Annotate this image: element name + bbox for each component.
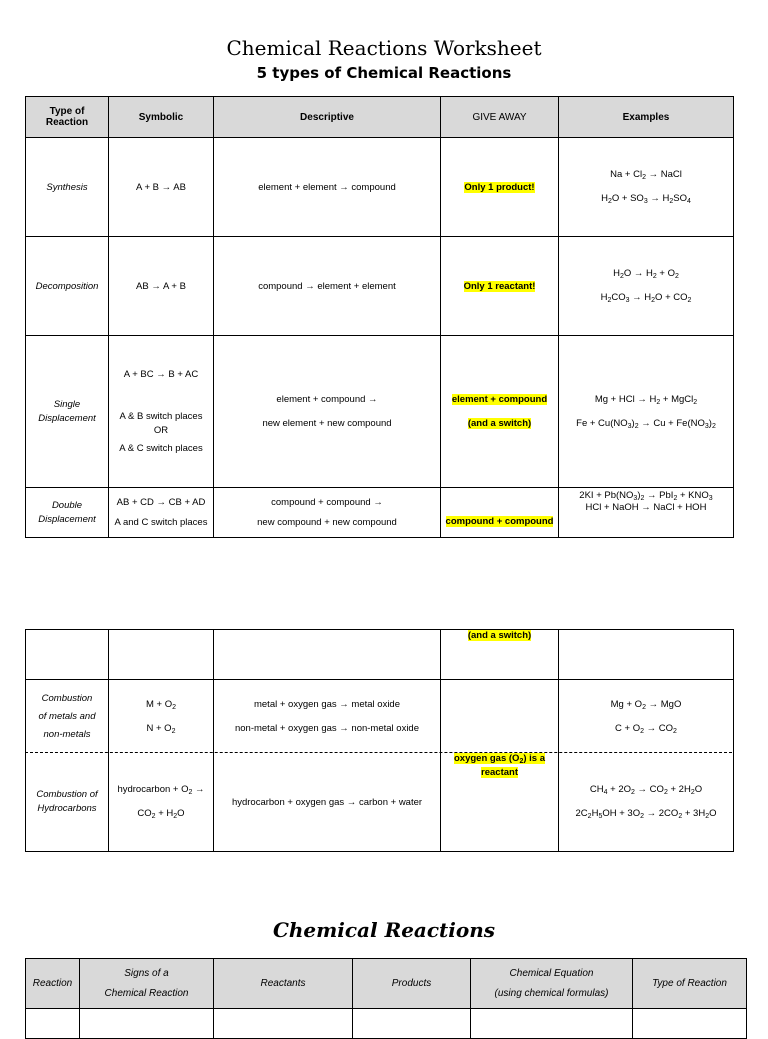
- descriptive-single: [214, 336, 441, 488]
- type-line: Hydrocarbons: [37, 803, 97, 815]
- giveaway-combustion: [441, 680, 559, 852]
- symbolic-line: AB + CD → CB + AD: [116, 496, 206, 508]
- type-line: Displacement: [38, 513, 96, 525]
- descriptive-line: element + compound →: [276, 393, 378, 405]
- descriptive-hydrocarbons: hydrocarbon + oxygen gas → carbon + water: [214, 754, 441, 852]
- table-row: [26, 237, 734, 336]
- header-line: (using chemical formulas): [494, 987, 609, 999]
- table-header-row: [26, 97, 734, 138]
- descriptive-line: non-metal + oxygen gas → non-metal oxide: [234, 722, 420, 734]
- descriptive-line: new compound + new compound: [257, 516, 397, 528]
- giveaway-text: oxygen gas $(O_2)$ is a: [453, 752, 546, 765]
- header-descriptive: Descriptive: [214, 97, 441, 138]
- symbolic-line: A & C switch places: [119, 442, 203, 454]
- header-reaction: Reaction: [26, 959, 80, 1009]
- giveaway-text: element + compound: [451, 393, 548, 405]
- example-equation: $C + O_2 \to CO_2$: [615, 722, 677, 735]
- type-double-displacement: [26, 488, 109, 538]
- type-line: Double: [51, 499, 83, 511]
- type-line: Combustion: [41, 692, 93, 704]
- page-subtitle: 5 types of Chemical Reactions: [256, 64, 512, 82]
- type-line: Single: [53, 398, 81, 410]
- descriptive-decomposition: compound → element + element: [214, 237, 441, 336]
- example-equation: $H_2CO_3 \to H_2O + CO_2$: [600, 292, 692, 304]
- example-equation: $H_2O + SO_3 \to H_2SO_4$: [601, 193, 691, 205]
- header-examples: Examples: [559, 97, 734, 138]
- table-row: [26, 138, 734, 237]
- example-equation: $Na + Cl_2$ → NaCl: [610, 169, 682, 181]
- examples-single: [559, 336, 734, 488]
- giveaway-text: Only 1 product!: [464, 181, 535, 193]
- example-equation: Mg + HCl → $H_2$ + MgCl$_2$: [594, 393, 698, 406]
- header-type: Type of Reaction: [26, 97, 109, 138]
- giveaway-text: (and a switch): [467, 630, 532, 641]
- giveaway-text: (and a switch): [467, 417, 532, 429]
- header-equation: [471, 959, 633, 1009]
- giveaway-single: [441, 336, 559, 488]
- header-reactants: Reactants: [214, 959, 353, 1009]
- table-header-row: [26, 959, 747, 1009]
- symbolic-line: A & B switch places: [119, 410, 203, 422]
- header-line: Chemical Reaction: [104, 987, 189, 999]
- type-line: Combustion of: [36, 789, 98, 801]
- descriptive-line: compound + compound →: [271, 496, 383, 508]
- dashed-divider: [25, 752, 732, 753]
- descriptive-synthesis: element + element → compound: [214, 138, 441, 237]
- symbolic-metals: [109, 680, 214, 754]
- symbolic-hydrocarbons: [109, 754, 214, 852]
- header-signs: [80, 959, 214, 1009]
- header-line: Signs of a: [124, 967, 169, 979]
- giveaway-synthesis: [441, 138, 559, 237]
- header-giveaway: GIVE AWAY: [441, 97, 559, 138]
- symbolic-single: [109, 336, 214, 488]
- symbolic-decomposition: AB → A + B: [109, 237, 214, 336]
- example-equation: $CH_4 + 2O_2 \to CO_2 + 2H_2O$: [589, 784, 703, 797]
- descriptive-double: [214, 488, 441, 538]
- examples-hydrocarbons: [559, 754, 734, 852]
- example-equation: $2C_2H_5OH + 3O_2 \to 2CO_2 + 3H_2O$: [575, 808, 717, 821]
- example-equation: $2KI + Pb(NO_3)_2 \to PbI_2 + KNO_3$: [579, 490, 713, 502]
- example-equation: $Mg + O_2$ → MgO: [610, 698, 682, 711]
- table-row: [26, 336, 734, 488]
- header-symbolic: Symbolic: [109, 97, 214, 138]
- symbolic-line: $M + O_2$: [145, 698, 177, 711]
- example-equation: $Fe + Cu(NO_3)_2 \to Cu + Fe(NO_3)_2$: [576, 417, 716, 430]
- type-line: non-metals: [43, 728, 91, 740]
- descriptive-line: new element + new compound: [262, 417, 392, 429]
- examples-metals: [559, 680, 734, 754]
- descriptive-line: metal + oxygen gas → metal oxide: [253, 698, 400, 710]
- reaction-types-table: [25, 96, 734, 538]
- chemical-reactions-table: [25, 958, 747, 1039]
- example-equation: HCl + NaOH → NaCl + HOH: [585, 502, 707, 513]
- giveaway-carry-over: [441, 630, 559, 680]
- giveaway-double: [441, 488, 559, 538]
- table-row: [26, 488, 734, 538]
- giveaway-text: Only 1 reactant!: [463, 280, 536, 292]
- example-equation: $H_2O \to H_2 + O_2$: [613, 268, 679, 280]
- descriptive-metals: [214, 680, 441, 754]
- symbolic-synthesis: A + B → AB: [109, 138, 214, 237]
- examples-synthesis: [559, 138, 734, 237]
- header-products: Products: [353, 959, 471, 1009]
- symbolic-double: [109, 488, 214, 538]
- symbolic-line: $N + O_2$: [146, 722, 176, 735]
- header-line: Chemical Equation: [509, 967, 594, 979]
- type-line: Displacement: [38, 412, 96, 424]
- symbolic-line: hydrocarbon + $O_2$ →: [117, 784, 205, 797]
- table-row: [26, 630, 734, 680]
- table-row: [26, 754, 734, 852]
- giveaway-text: compound + compound: [445, 516, 554, 527]
- header-type-of-reaction: Type of Reaction: [633, 959, 747, 1009]
- examples-double: [559, 488, 734, 538]
- symbolic-line: A + BC → B + AC: [123, 368, 199, 380]
- giveaway-decomposition: [441, 237, 559, 336]
- type-single-displacement: [26, 336, 109, 488]
- type-combustion-metals: [26, 680, 109, 754]
- type-line: of metals and: [38, 710, 96, 722]
- type-combustion-hydrocarbons: [26, 754, 109, 852]
- combustion-table: [25, 629, 734, 852]
- symbolic-line: OR: [153, 424, 169, 436]
- table-row: [26, 680, 734, 754]
- examples-decomposition: [559, 237, 734, 336]
- symbolic-line: $CO_2 + H_2O$: [137, 808, 185, 821]
- type-synthesis: Synthesis: [26, 138, 109, 237]
- section-title: Chemical Reactions: [272, 918, 496, 942]
- symbolic-line: A and C switch places: [114, 516, 208, 528]
- page-title: Chemical Reactions Worksheet: [226, 36, 542, 60]
- giveaway-text: reactant: [481, 766, 518, 778]
- type-decomposition: Decomposition: [26, 237, 109, 336]
